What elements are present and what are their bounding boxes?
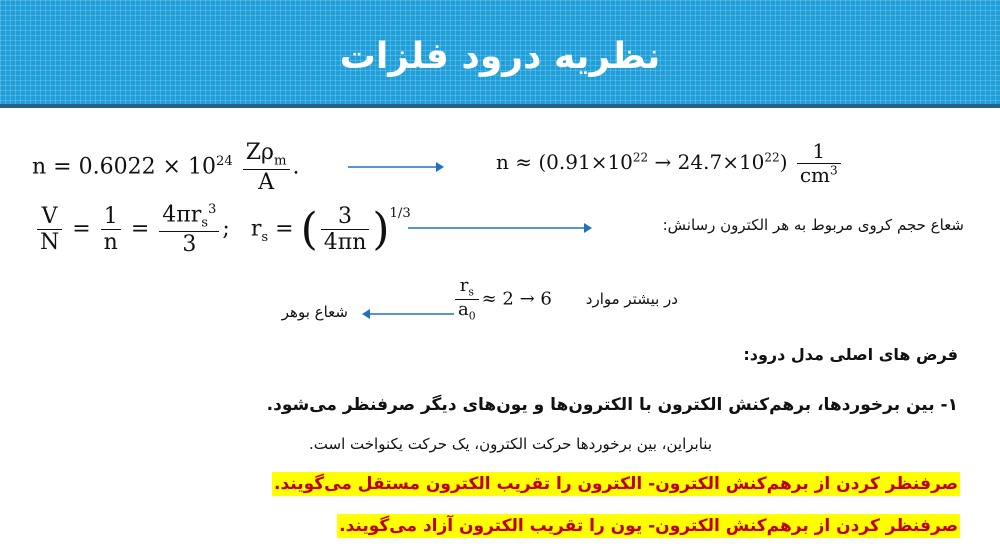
range-close: ) (779, 150, 788, 174)
rs-inner-den: 4πn (323, 230, 367, 256)
equation-volume: $\frac{V}{N}$ = $\frac{1}{n}$ = $\frac{4\pi r_s^3}{3}$ ; $r_s$ = ( $\frac{3}{4\pi n}$ )$^{1/3}$ (34, 202, 411, 257)
density-denominator: A (258, 169, 275, 195)
density-numerator: Zρ (245, 140, 274, 165)
assumption-1: ۱- بین برخوردها، برهم‌کنش الکترون با الکترون‌ها و یون‌های دیگر صرفنظر می‌شود. (266, 395, 958, 415)
ratio-num-sub: s (468, 285, 474, 299)
ratio-num: r (459, 275, 469, 296)
rs-sub: s (261, 229, 269, 245)
v-over-n (37, 204, 62, 256)
sphere-den: 3 (182, 231, 197, 257)
equation-density-range (496, 140, 844, 187)
density-exponent: 24 (215, 154, 233, 170)
ratio-value: ≈ 2 → 6 (481, 288, 552, 310)
assumptions-heading: فرض های اصلی مدل درود: (743, 345, 958, 364)
density-period: . (292, 154, 300, 180)
ratio-den-sub: 0 (468, 309, 476, 323)
range-mid: → 24.7×10 (648, 150, 765, 174)
most-cases-label: در بیشتر موارد (585, 290, 678, 308)
arrow-right-2 (408, 221, 592, 235)
sphere-num-sub: s (201, 215, 209, 231)
rs-inner-num: 3 (321, 204, 370, 230)
density-numerator-sub: m (274, 153, 287, 169)
highlight-independent-electron (272, 474, 960, 494)
bohr-label: شعاع بوهر (281, 303, 348, 321)
range-exp-2: 22 (764, 150, 780, 165)
range-frac-den-exp: 3 (830, 163, 838, 178)
ratio-fraction (455, 276, 479, 323)
rs-inner-fraction (321, 204, 370, 256)
sphere-volume-fraction (159, 202, 219, 257)
range-fraction (797, 140, 841, 187)
sphere-num-exp: 3 (208, 202, 217, 217)
rs-power: 1/3 (389, 206, 411, 222)
range-frac-den: cm (799, 163, 831, 187)
density-lhs: n = 0.6022 × 10 (32, 154, 216, 180)
one-over-n (101, 204, 121, 256)
assumption-1-note: بنابراین، بین برخوردها حرکت الکترون، یک حرکت یکنواخت است. (309, 435, 712, 453)
rs-symbol: r (250, 216, 262, 242)
highlight-free-electron (337, 516, 960, 536)
slide-title: نظریه درود فلزات (339, 36, 661, 77)
range-frac-num: 1 (797, 140, 841, 164)
n-lower-symbol: n (103, 230, 118, 256)
highlight-text-1: صرفنظر کردن از برهم‌کنش الکترون- الکترون را تقریب الکترون مستقل می‌گویند. (274, 474, 958, 494)
sphere-num: 4πr (162, 202, 202, 228)
v-symbol: V (37, 204, 62, 230)
range-exp-1: 22 (632, 150, 649, 165)
arrow-right-1 (348, 160, 444, 174)
n-symbol: N (40, 230, 60, 256)
equation-density (32, 140, 300, 195)
one-symbol: 1 (101, 204, 121, 230)
arrow-left (362, 307, 454, 321)
highlight-text-2: صرفنظر کردن از برهم‌کنش الکترون- یون را تقریب الکترون آزاد می‌گویند. (339, 516, 958, 536)
range-lhs: n ≈ (0.91×10 (496, 150, 633, 174)
ratio-expression (452, 276, 552, 323)
ratio-den: a (458, 299, 469, 320)
radius-label: شعاع حجم کروی مربوط به هر الکترون رسانش: (662, 216, 964, 234)
title-underline (0, 104, 1000, 108)
density-fraction (243, 140, 290, 195)
